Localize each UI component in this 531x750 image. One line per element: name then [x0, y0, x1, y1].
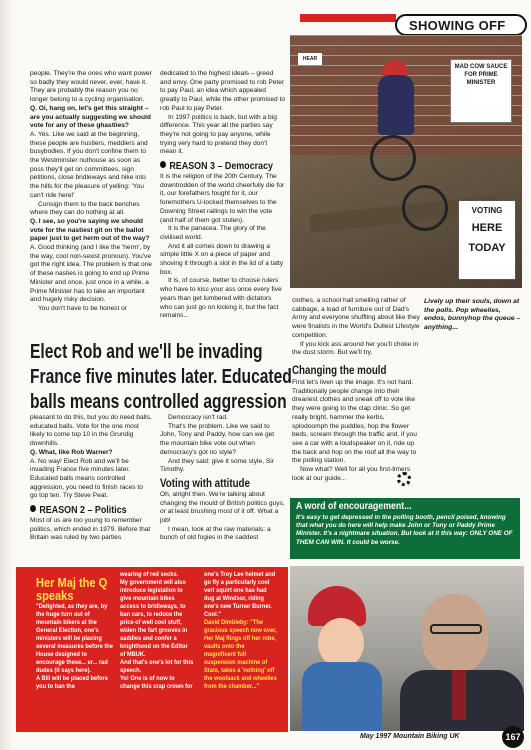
speech-column-3: one's Troy Lee helmet and go fly a particularly cool vert squirt one has had dug at Windsor, riding one's new Turner Burner. Cool." David Dimbleby: "The gracious speech now over, Her Maj flings off her robe, vaults onto the magnificent full suspension machine of State, takes a 'nothing' off the woolsack and wheelies from the chamber...": [204, 571, 277, 690]
photo-caption: Lively up their souls, down at the polls. Pop wheelies, endos, bunnyhop the queue – anything...: [424, 298, 521, 331]
paragraph: pleasant to do this, but you do need balls, educated balls. Vote for the one most likely to come top 10 in the Grundig downhills.: [30, 414, 152, 448]
queen-speech-box: [16, 567, 288, 732]
page-footer: May 1997 Mountain Biking UK: [360, 733, 460, 740]
speech-column-2: wearing of red socks. My government will also introduce legislation to give mountain bikes access to bridleways, to ban cars, to reduce the price of well cool stuff, widen the fart grooves in saddles and confer a knighthood on the Editor of MBUK. And that's one's lot for this speech. Yo! One is of now to change this crap crown for: [120, 571, 194, 690]
paragraph: I mean, look at the raw materials: a bunch of old fogies in the saddest: [160, 525, 271, 542]
subheading-changing-the-mould: Changing the mould: [292, 365, 387, 377]
article-column-2: [160, 70, 285, 321]
page-gutter: [0, 0, 14, 750]
paragraph: people. They're the ones who want power so badly they would never, ever, have it. They are probably the reason you no longer belong to a cycling organisation.: [30, 70, 152, 104]
bullet-icon: [160, 161, 166, 168]
subheading-reason-2: REASON 2 – Politics: [30, 504, 134, 516]
paragraph: Democracy isn't rad.: [168, 414, 228, 421]
answer: A. Good thinking (and I like the 'herm', by the way, cool non-sexist pronoun). You've got the right idea. The problem is that one of these nasties is going to end up Prime Minister and once, just once in a while, a Prime Minister has to take an important and hugely risky decision.: [30, 244, 152, 304]
subheading-reason-3: REASON 3 – Democracy: [160, 160, 266, 172]
paragraph: It is, of course, better to choose rulers who have to kiss your ass once every five years than get lumbered with dictators who can just go on kicking it, but the fact remains...: [160, 277, 282, 320]
mad-cow-poster: MAD COW SAUCE FOR PRIME MINISTER: [450, 59, 512, 123]
paragraph: It is the panacea. The glory of the civilised world.: [160, 225, 266, 241]
paragraph: That's the problem. Like we said to John, Tony and Paddy, how can we get the mountain bike vote out when democracy's got no style?: [160, 422, 275, 456]
speech-column-1: "Delighted, as they are, by the huge turn out of mountain bikers at the General Election, one's ministers will be placing several measures before the House designed to encourage these... er... rad dudes (it says here). A Bill will be placed before you to ban the: [36, 603, 113, 690]
encouragement-title: A word of encouragement...: [296, 501, 412, 512]
small-sign: HEAR: [298, 53, 322, 65]
man-glasses: [430, 624, 482, 634]
man-tie: [452, 670, 466, 720]
photo-toddler-and-man: [290, 566, 524, 731]
subheading-voting-with-attitude: Voting with attitude: [160, 477, 250, 490]
toddler-body: [302, 662, 382, 731]
paragraph: You don't have to be honest or: [38, 304, 128, 312]
gear-icon: [397, 472, 411, 486]
photo-rider-on-bench: [290, 35, 522, 288]
question: Q. I see, so you're saying we should vote for the nastiest git on the ballot paper just to get herm out of the way?: [30, 217, 150, 243]
section-title: SHOWING OFF: [409, 18, 506, 33]
paragraph: And it all comes down to drawing a simple little X on a piece of paper and shoving it through a slot in the lid of a tatty box.: [160, 242, 284, 276]
question: Q. Oi, hang on, let's get this straight – are you actually suggesting we should vote for any of these ghastlies?: [30, 104, 151, 130]
article-column-1: [30, 70, 152, 314]
answer: A. Yes. Like we said at the beginning, these people are hustlers, meddlers and busybodies. If you don't confine them to the Westminster nuthouse as soon as poss they'll get on committees, sign petitions, close bridleways and hike into the hills for the pleasure of yelling: 'You can't ride here!': [30, 130, 148, 199]
encouragement-box: [290, 498, 520, 559]
rear-wheel: [402, 185, 448, 231]
paragraph: It is the religion of the 20th Century. The downtrodden of the world cheerfully die for it, our forefathers fought for it, our foremothers U-locked themselves to the Downing Street railings to win the vote (and half of them got stolen).: [160, 173, 285, 224]
paragraph: And they said: give it some style, Sir Timothy.: [160, 457, 274, 474]
paragraph: Most of us are too young to remember politics, which ended in 1979. Before that Britain was ruled by two parties: [30, 517, 151, 542]
paragraph: First let's liven up the image. It's not hard. Traditionally people change into their dreariest clothes and sneak off to vote like they were going to the clap clinic. So get really bright, hammer the kerbs, splodoomph the puddles, hop the flower beds, scream through the traffic and, if you see a car with a loudspeaker on it, ride up the back and hop on the roof all the way to the polling station.: [292, 379, 417, 465]
front-wheel: [370, 135, 416, 181]
section-header: [395, 14, 527, 36]
paragraph: If you kick ass around her you'll choke in the dust storm. But we'll try.: [292, 340, 419, 357]
paragraph: dedicated to the highest ideals – greed and envy. One party promised to rob Peter to pay Paul, an idea which appealed greatly to Paul, while the other promised to rob Paul to pay Peter.: [160, 70, 285, 112]
article-column-lower-1: [30, 414, 152, 543]
paragraph: Now what? Well for all you first-timers look at our guide...: [292, 466, 411, 482]
article-column-lower-2: [160, 414, 285, 543]
bullet-icon: [30, 505, 36, 512]
paragraph: In 1997 politics is back, but with a big difference. This year all the parties say they're not going to pay anyone, while trying very hard to pretend they don't mean it.: [160, 113, 277, 156]
section-accent-bar: [300, 14, 396, 22]
encouragement-body: It's easy to get depressed in the polling booth, pencil poised, knowing that what you do here will help make John or Tony or Paddy Prime Minister. It's a nightmare situation. But look at it this way: ONLY ONE OF THEM CAN WIN. It could be worse.: [296, 514, 513, 546]
toddler-face: [318, 618, 364, 668]
pull-quote-headline: Elect Rob and we'll be invading France five minutes later. Educated balls means controlled aggression: [30, 341, 292, 413]
question: Q. What, like Rob Warner?: [30, 448, 113, 456]
page-number: 167: [502, 726, 524, 748]
paragraph: Consign them to the back benches where they can do nothing at all.: [30, 200, 140, 217]
paragraph: Oh, alright then. We're talking about changing the mould of British politics guys, or at least brushing most of it off. What a job!: [160, 490, 285, 525]
rider: [378, 75, 414, 135]
voting-here-today-sign: VOTING HERE TODAY: [458, 200, 516, 280]
queen-speech-title: Her Maj the Q speaks: [36, 575, 108, 603]
paragraph: clothes, a school hall smelling rather of cabbage, a load of furniture out of Dad's Army and everyone shuffling about like they were finalists in the World's Dullest Lifestyle competition.: [292, 297, 420, 339]
answer: A. No way! Elect Rob and we'll be invading France five minutes later. Educated balls means controlled aggression, you need to finish races to go top ten. Try Steve Peat.: [30, 457, 143, 500]
